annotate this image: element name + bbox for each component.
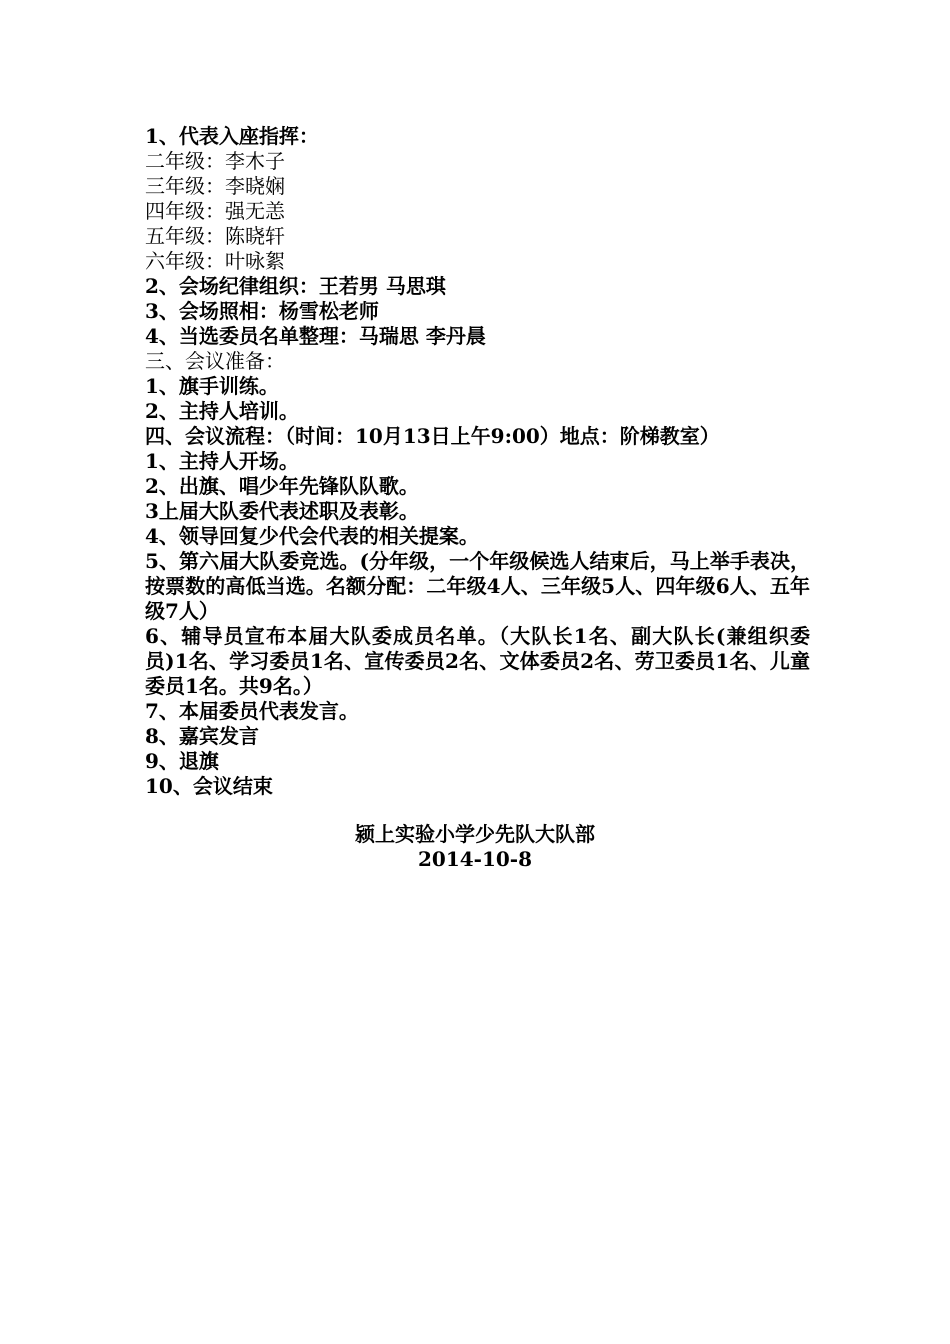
step-flag-retire: 9、退旗 xyxy=(145,749,219,773)
step-flag-anthem: 2、出旗、唱少年先锋队队歌。 xyxy=(145,474,419,498)
line-discipline: 2、会场纪律组织：王若男 马思琪 xyxy=(145,274,446,298)
step-announcement: 6、辅导员宣布本届大队委成员名单。（大队长1名、副大队长(兼组织委员)1名、学习委员1名、宣传委员2名、文体委员2名、劳卫委员1名、儿童委员1名。共9名。） xyxy=(145,624,810,698)
line-director-heading: 1、代表入座指挥： xyxy=(145,124,319,148)
line-host-training: 2、主持人培训。 xyxy=(145,399,299,423)
step-guest-speech: 8、嘉宾发言 xyxy=(145,724,259,748)
step-speech: 7、本届委员代表发言。 xyxy=(145,699,359,723)
line-roster: 4、当选委员名单整理：马瑞思 李丹晨 xyxy=(145,324,486,348)
footer-date: 2014-10-8 xyxy=(417,847,532,871)
section-procedure: 四、会议流程：（时间：10月13日上午9:00）地点：阶梯教室） xyxy=(145,424,720,448)
footer-organization: 颍上实验小学少先队大队部 xyxy=(355,822,595,846)
line-grade-6: 六年级：叶咏絮 xyxy=(145,249,285,273)
line-grade-4: 四年级：强无恙 xyxy=(145,199,285,223)
step-close: 10、会议结束 xyxy=(145,774,273,798)
line-grade-5: 五年级：陈晓轩 xyxy=(145,224,285,248)
document-body xyxy=(145,124,810,799)
line-grade-3: 三年级：李晓娴 xyxy=(145,174,285,198)
step-proposals: 4、领导回复少代会代表的相关提案。 xyxy=(145,524,479,548)
line-grade-2: 二年级：李木子 xyxy=(145,149,285,173)
line-flag-training: 1、旗手训练。 xyxy=(145,374,279,398)
line-photography: 3、会场照相：杨雪松老师 xyxy=(145,299,379,323)
step-report: 3上届大队委代表述职及表彰。 xyxy=(145,499,419,523)
step-election: 5、第六届大队委竞选。(分年级，一个年级候选人结束后，马上举手表决，按票数的高低当选。名额分配：二年级4人、三年级5人、四年级6人、五年级7人） xyxy=(145,549,810,623)
section-preparation: 三、会议准备： xyxy=(145,349,285,373)
step-opening: 1、主持人开场。 xyxy=(145,449,299,473)
